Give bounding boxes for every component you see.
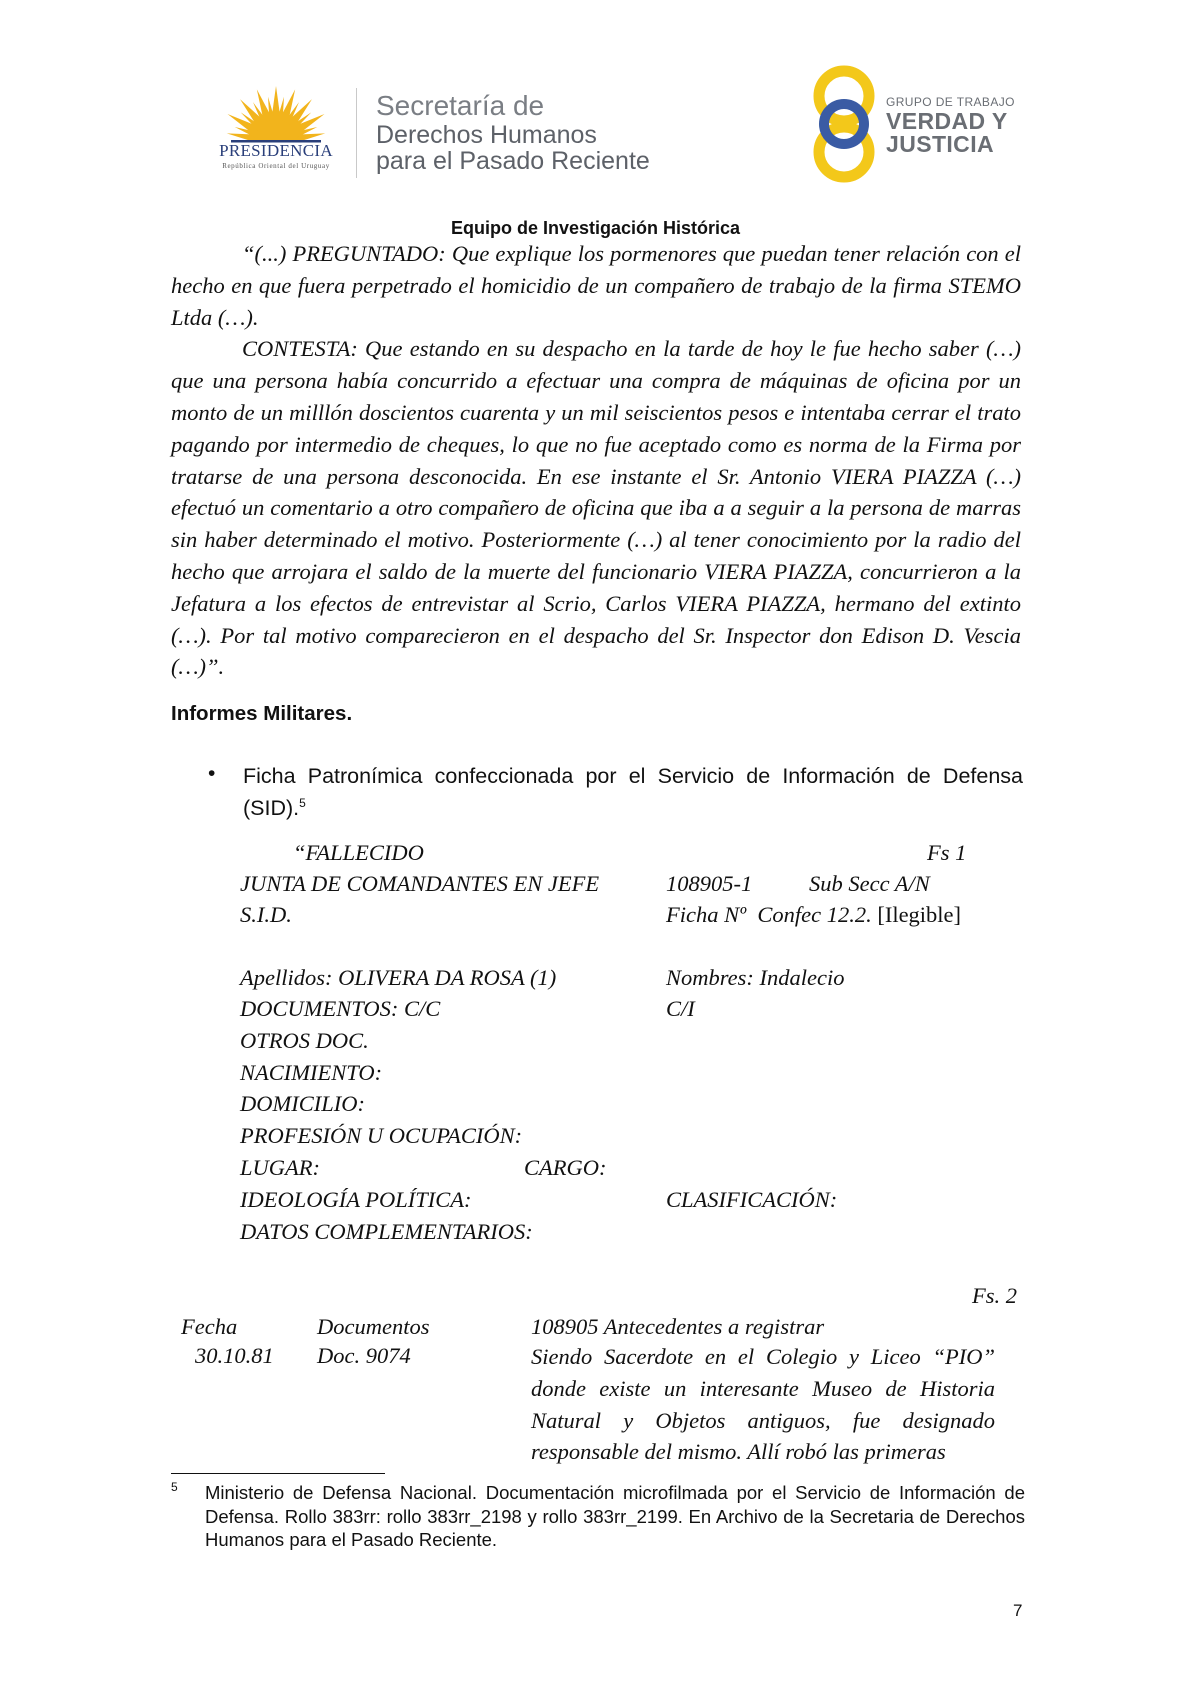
presidencia-label: PRESIDENCIA — [219, 141, 333, 160]
ficha-nombres: Nombres: Indalecio — [666, 965, 845, 990]
fs2-antecedentes-text: Siendo Sacerdote en el Colegio y Liceo “PIO” donde existe un interesante Museo de Historia Natural y Objetos antiguos, fue designado responsable del mismo. Allí robó las primeras — [531, 1344, 995, 1465]
team-heading: Equipo de Investigación Histórica — [450, 218, 741, 238]
fs2-fecha: 30.10.81 — [195, 1343, 274, 1368]
testimony-quote — [171, 238, 1021, 683]
ficha-apellidos: Apellidos: OLIVERA DA ROSA (1) — [240, 965, 557, 990]
ficha-clasificacion: CLASIFICACIÓN: — [666, 1187, 838, 1212]
ficha-ficha-no — [666, 902, 961, 928]
footnote-number: 5 — [171, 1480, 178, 1494]
fs2-fecha-header: Fecha — [181, 1314, 238, 1339]
ficha-lugar: LUGAR: — [240, 1155, 320, 1180]
page-number: 7 — [1013, 1601, 1023, 1620]
fs2-antecedentes-header: 108905 Antecedentes a registrar — [531, 1314, 825, 1339]
bullet-marker: • — [208, 762, 216, 785]
ficha-documentos: DOCUMENTOS: C/C — [240, 996, 441, 1021]
footnote-text: Ministerio de Defensa Nacional. Documentación microfilmada por el Servicio de Información de Defensa. Rollo 383rr: rollo 383rr_2198 y rollo 383rr_2199. En Archivo de la Secretaria de Derechos Humanos para el Pasado Reciente. — [205, 1482, 1025, 1550]
ficha-ci: C/I — [666, 996, 695, 1021]
footnote-rule — [171, 1473, 385, 1474]
secretaria-line-1: Secretaría de — [376, 90, 545, 121]
ficha-confec: Confec 12.2. — [757, 902, 872, 927]
ficha-profesion: PROFESIÓN U OCUPACIÓN: — [240, 1123, 523, 1148]
presidencia-subtitle: República Oriental del Uruguay — [222, 162, 330, 170]
ficha-fallecido: “FALLECIDO — [293, 840, 424, 865]
fs2-doc: Doc. 9074 — [317, 1343, 411, 1368]
ficha-otros-doc: OTROS DOC. — [240, 1028, 369, 1053]
bullet-text: Ficha Patronímica confeccionada por el Servicio de Información de Defensa (SID). — [243, 764, 1023, 820]
secretaria-line-2: Derechos Humanos — [376, 121, 597, 149]
ficha-junta: JUNTA DE COMANDANTES EN JEFE — [240, 871, 600, 896]
section-heading-informes: Informes Militares. — [171, 702, 353, 725]
verdad-label: VERDAD Y — [886, 108, 1008, 134]
ficha-cargo: CARGO: — [524, 1155, 607, 1180]
ficha-numero: 108905-1 — [666, 871, 753, 896]
ficha-no-label: Ficha Nº — [666, 902, 747, 927]
ficha-domicilio: DOMICILIO: — [240, 1091, 365, 1116]
ficha-sid: S.I.D. — [240, 902, 292, 927]
bullet-item — [243, 760, 1023, 824]
header-divider — [356, 88, 357, 178]
quote-paragraph-2: CONTESTA: Que estando en su despacho en la tarde de hoy le fue hecho saber (…) que una persona había concurrido a efectuar una compra de máquinas de oficina por un monto de un milllón doscientos cuarenta y un mil seiscientos pesos e intentaba cerrar el trato pagando por intermedio de cheques, lo que no fue aceptado como es norma de la Firma por tratarse de una persona desconocida. En ese instante el Sr. Antonio VIERA PIAZZA (…) efectuó un comentario a otro compañero de oficina que iba a a seguir a la persona de marras sin haber determinado el motivo. Posteriormente (…) al tener conocimiento por la radio del hecho que arrojara el saldo de la muerte del funcionario VIERA PIAZZA, concurrieron a la Jefatura a los efectos de entrevistar al Scrio, Carlos VIERA PIAZZA, hermano del extinto (…). Por tal motivo comparecieron en el despacho del Sr. Inspector don Edison D. Vescia (…)”. — [171, 336, 1021, 680]
fs2-documentos-header: Documentos — [317, 1314, 430, 1339]
ficha-nacimiento: NACIMIENTO: — [240, 1060, 383, 1085]
ficha-sub-secc: Sub Secc A/N — [809, 871, 930, 896]
ficha-datos-complementarios: DATOS COMPLEMENTARIOS: — [240, 1219, 533, 1244]
secretaria-line-3: para el Pasado Reciente — [376, 147, 650, 175]
grupo-trabajo-label: GRUPO DE TRABAJO — [886, 95, 1015, 109]
fs2-label: Fs. 2 — [972, 1283, 1017, 1308]
ficha-ideologia: IDEOLOGÍA POLÍTICA: — [240, 1187, 472, 1212]
ficha-fs1: Fs 1 — [927, 840, 967, 865]
justicia-label: JUSTICIA — [886, 131, 994, 157]
footnote-ref: 5 — [299, 795, 306, 810]
quote-paragraph-1: “(...) PREGUNTADO: Que explique los pormenores que puedan tener relación con el hecho en que fuera perpetrado el homicidio de un compañero de trabajo de la firma STEMO Ltda (…). — [171, 241, 1021, 330]
ficha-ilegible: [Ilegible] — [877, 902, 962, 927]
